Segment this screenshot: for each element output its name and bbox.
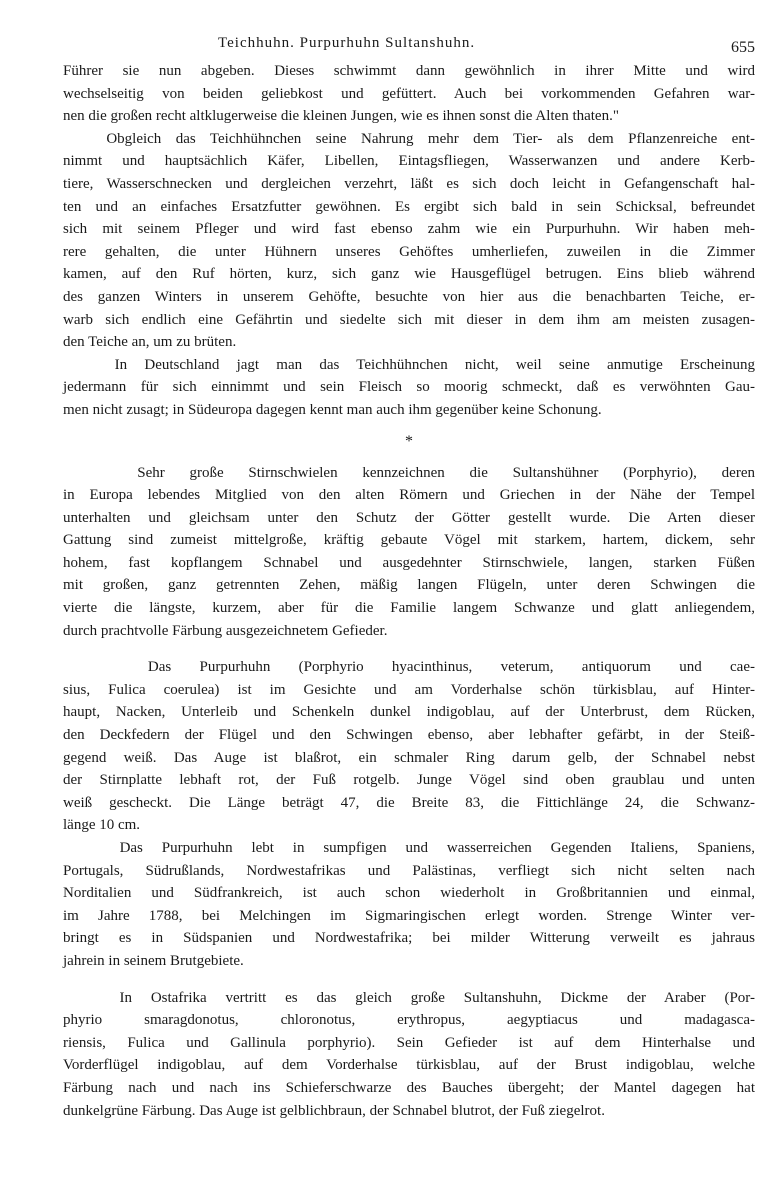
text-line: weiß gescheckt. Die Länge beträgt 47, die Breite 83, die Fittichlänge 24, die Schwanz-: [63, 794, 755, 811]
text-line: Färbung nach und nach ins Schieferschwarze des Bauches übergeht; der Mantel dagegen hat: [63, 1079, 755, 1096]
paragraph: [63, 462, 755, 643]
text-line: gegend weiß. Das Auge ist blaßrot, ein schmaler Ring darum gelb, der Schnabel nebst: [63, 749, 755, 766]
text-line: sius, Fulica coerulea) ist im Gesichte und am Vorderhalse schön türkisblau, auf Hinter-: [63, 681, 755, 698]
text-line: nen die großen recht altklugerweise die kleinen Jungen, wie es ihnen sonst die Alten thaten.": [63, 108, 619, 125]
page-body: [63, 60, 755, 1122]
paragraph: [63, 656, 755, 837]
text-line: unterhalten und gleichsam unter den Schutz der Götter gestellt wurde. Die Arten dieser: [63, 509, 755, 526]
text-line: Vorderflügel indigoblau, auf dem Vorderhalse türkisblau, auf der Brust indigoblau, welche: [63, 1057, 755, 1074]
text-line: tiere, Wasserschnecken und dergleichen verzehrt, läßt es sich doch leicht in Gefangenschaft hal-: [63, 175, 755, 192]
text-line: wechselseitig von beiden geliebkost und gefüttert. Auch bei vorkommenden Gefahren war-: [63, 85, 755, 102]
text-line: den Deckfedern der Flügel und den Schwingen ebenso, aber lebhafter gefärbt, in der Steiß-: [63, 727, 755, 744]
text-line: jedermann für sich einnimmt und sein Fleisch so moorig schmeckt, daß es verwöhnten Gau-: [63, 379, 755, 396]
running-header: [0, 33, 782, 57]
header-title: Teichhuhn. Purpurhuhn Sultanshuhn.: [218, 35, 476, 51]
text-line: Portugals, Südrußlands, Nordwestafrikas und Palästinas, verfliegt sich nicht selten nach: [63, 862, 755, 879]
text-line: haupt, Nacken, Unterleib und Schenkeln dunkel indigoblau, auf der Unterbrust, dem Rücken,: [63, 704, 755, 721]
paragraph: [63, 837, 755, 973]
text-line: Obgleich das Teichhühnchen seine Nahrung mehr dem Tier- als dem Pflanzenreiche ent-: [63, 130, 755, 147]
text-line: In Deutschland jagt man das Teichhühnchen nicht, weil seine anmutige Erscheinung: [63, 356, 755, 373]
text-line: des ganzen Winters in unserem Gehöfte, besuchte von hier aus die benachbarten Teiche, er-: [63, 288, 755, 305]
paragraph: [63, 354, 755, 422]
text-line: länge 10 cm.: [63, 817, 141, 834]
text-line: der Stirnplatte lebhaft rot, der Fuß rotgelb. Junge Vögel sind oben graublau und unten: [63, 772, 755, 789]
text-line: im Jahre 1788, bei Melchingen im Sigmaringischen erlegt worden. Strenge Winter ver-: [63, 907, 755, 924]
text-line: Das Purpurhuhn lebt in sumpfigen und wasserreichen Gegenden Italiens, Spaniens,: [63, 840, 755, 856]
text-line: den Teiche an, um zu brüten.: [63, 334, 237, 351]
text-line: dunkelgrüne Färbung. Das Auge ist gelblichbraun, der Schnabel blutrot, der Fuß ziegelrot.: [63, 1102, 605, 1119]
text-line: mit großen, ganz getrennten Zehen, mäßig langen Flügeln, unter deren Schwingen die: [63, 577, 755, 594]
section-separator: *: [405, 432, 413, 450]
text-line: warb sich endlich eine Gefährtin und siedelte sich mit dieser in dem ihm am meisten zusagen-: [63, 311, 755, 328]
text-line: in Europa lebendes Mitglied von den alten Römern und Griechen in der Nähe der Tempel: [63, 487, 755, 504]
paragraph: [63, 128, 755, 354]
text-line: hohem, fast kopflangem Schnabel und ausgedehnter Stirnschwiele, langen, starken Füßen: [63, 554, 755, 571]
paragraph: [63, 987, 755, 1123]
text-line: vierte die längste, kurzem, aber für die Familie langem Schwanze und glatt anliegendem,: [63, 600, 755, 617]
text-line: kamen, auf den Ruf hörten, kurz, sich ganz wie Hausgeflügel betrugen. Eins blieb während: [63, 266, 755, 283]
text-line: In Ostafrika vertritt es das gleich große Sultanshuhn, Dickme der Araber (Por-: [63, 989, 755, 1006]
text-line: ten und an einfaches Ersatzfutter gewöhnen. Es ergibt sich bald in sein Schicksal, befreundet: [63, 198, 755, 215]
text-line: Sehr große Stirnschwielen kennzeichnen die Sultanshühner (Porphyrio), deren: [63, 464, 755, 481]
page-number: 655: [731, 39, 755, 56]
text-line: rere gehalten, die unter Hühnern unseres Gehöftes umherliefen, zuweilen in die Zimmer: [63, 243, 755, 260]
text-line: sich mit seinem Pfleger und wird fast ebenso zahm wie ein Purpurhuhn. Wir haben meh-: [63, 221, 755, 238]
text-line: durch prachtvolle Färbung ausgezeichnetem Gefieder.: [63, 622, 388, 639]
text-line: Das Purpurhuhn (Porphyrio hyacinthinus, veterum, antiquorum und cae-: [63, 659, 755, 676]
text-line: Führer sie nun abgeben. Dieses schwimmt dann gewöhnlich in ihrer Mitte und wird: [63, 63, 755, 79]
text-line: phyrio smaragdonotus, chloronotus, erythropus, aegyptiacus und madagasca-: [63, 1012, 755, 1029]
text-line: men nicht zusagt; in Südeuropa dagegen kennt man auch ihm gegenüber keine Schonung.: [63, 401, 602, 418]
text-line: jahrein in seinem Brutgebiete.: [63, 952, 244, 969]
text-line: Gattung sind zumeist mittelgroße, kräftig gebaute Vögel mit starkem, hartem, dickem, sehr: [63, 532, 755, 549]
text-line: riensis, Fulica und Gallinula porphyrio). Sein Gefieder ist auf dem Hinterhalse und: [63, 1034, 755, 1051]
paragraph: [63, 60, 755, 128]
text-line: bringt es in Südspanien und Nordwestafrika; bei milder Witterung verweilt es jahraus: [63, 930, 755, 947]
text-line: Norditalien und Südfrankreich, ist auch schon wiederholt in Großbritannien und einmal,: [63, 885, 755, 902]
text-line: nimmt und hauptsächlich Käfer, Libellen, Eintagsfliegen, Wasserwanzen und andere Kerb-: [63, 153, 755, 170]
